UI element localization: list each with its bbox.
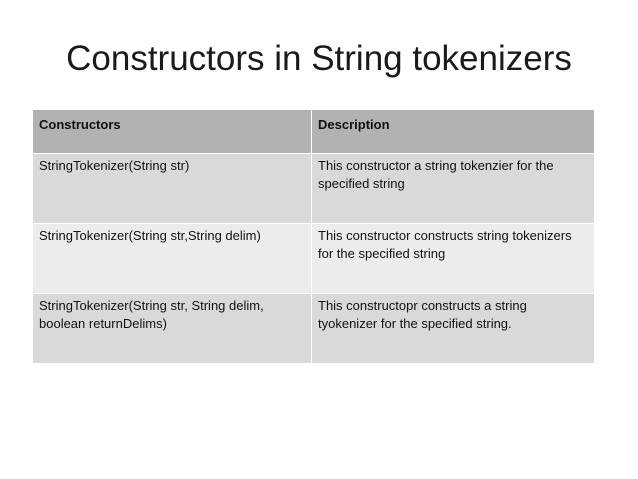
table-row — [33, 294, 595, 364]
table-header-row — [33, 110, 595, 154]
constructor-cell: StringTokenizer(String str) — [33, 154, 312, 224]
table-row — [33, 224, 595, 294]
table-row — [33, 154, 595, 224]
constructors-table — [32, 109, 595, 364]
slide-title: Constructors in String tokenizers — [66, 39, 572, 78]
description-cell: This constructor constructs string tokenizers for the specified string — [312, 224, 595, 294]
description-cell: This constructopr constructs a string tyokenizer for the specified string. — [312, 294, 595, 364]
constructor-cell: StringTokenizer(String str, String delim, boolean returnDelims) — [33, 294, 312, 364]
header-constructors: Constructors — [33, 110, 312, 154]
header-description: Description — [312, 110, 595, 154]
description-cell: This constructor a string tokenzier for the specified string — [312, 154, 595, 224]
constructor-cell: StringTokenizer(String str,String delim) — [33, 224, 312, 294]
